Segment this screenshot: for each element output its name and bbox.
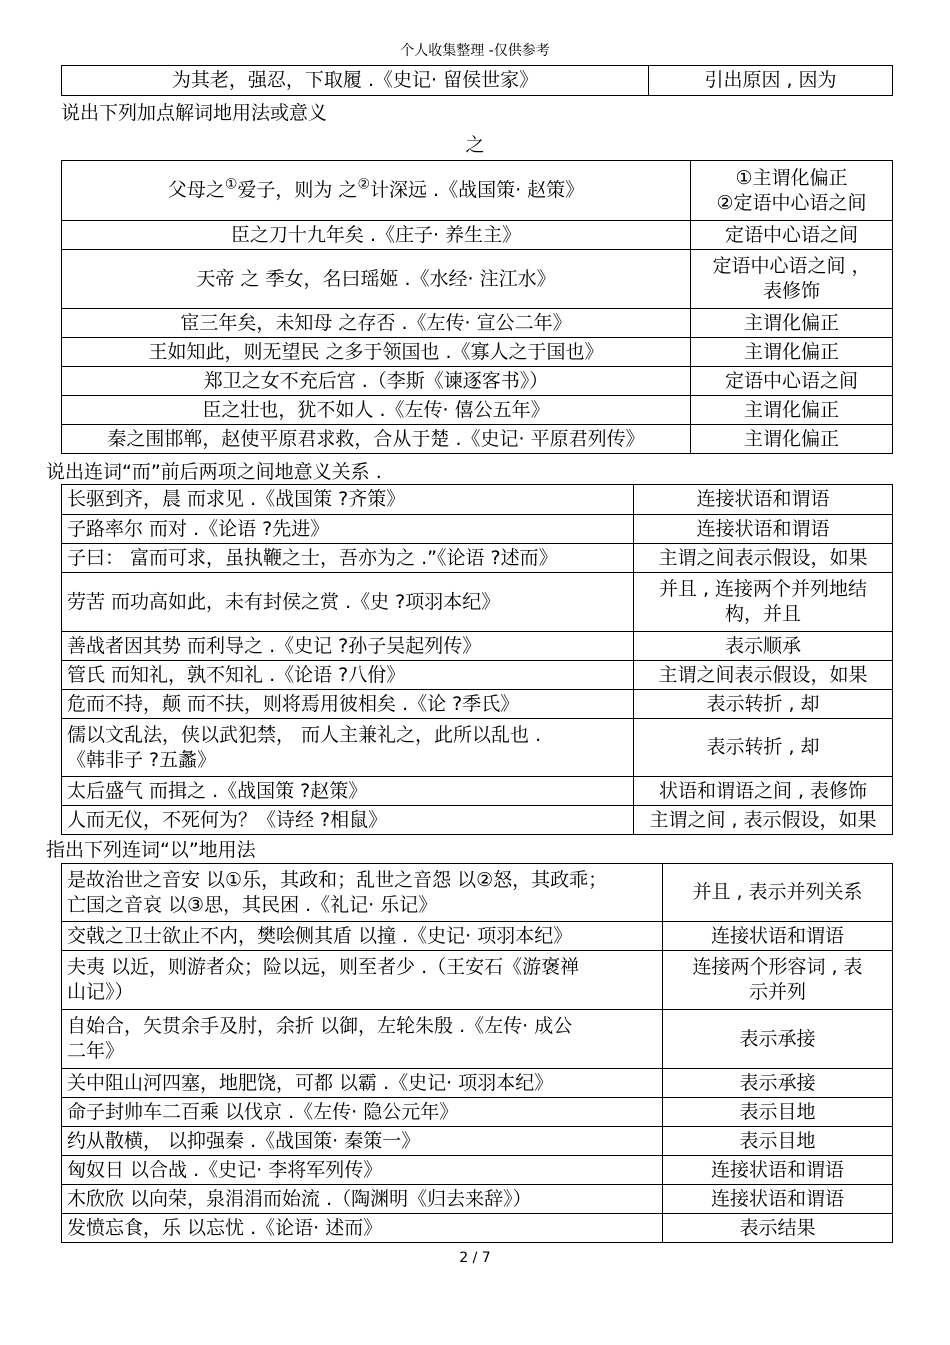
sentence-cell: 关中阻山河四塞，地肥饶，可都 以霸 .《史记· 项羽本纪》 [62, 1069, 663, 1098]
sentence-cell: 自始合，矢贯余手及肘，余折 以御，左轮朱殷 .《左传· 成公 二年》 [62, 1010, 663, 1069]
sentence-cell: 木欣欣 以向荣，泉涓涓而始流 .（陶渊明《归去来辞》） [62, 1185, 663, 1214]
sentence-cell: 交戟之卫士欲止不内，樊哙侧其盾 以撞 .《史记· 项羽本纪》 [62, 922, 663, 951]
table-row [62, 250, 893, 309]
sentence-cell: 劳苦 而功高如此，未有封侯之赏 .《史 ?项羽本纪》 [62, 573, 634, 632]
section-heading-zhi: 之 [465, 134, 485, 156]
table-row [62, 544, 893, 573]
sentence-cell: 危而不持，颠 而不扶，则将焉用彼相矣 .《论 ?季氏》 [62, 690, 634, 719]
table-row [62, 1185, 893, 1214]
table-row [62, 338, 893, 367]
sentence-cell: 发愤忘食，乐 以忘忧 .《论语· 述而》 [62, 1214, 663, 1243]
yi-usage-table [61, 863, 893, 1243]
table-row [62, 806, 893, 835]
sentence-cell: 人而无仪，不死何为？《诗经 ?相鼠》 [62, 806, 634, 835]
table-row [62, 951, 893, 1010]
usage-cell: 并且 , 连接两个并列地结 构，并且 [634, 573, 893, 632]
usage-cell: 表示目地 [663, 1098, 893, 1127]
sentence-text: 计深远 .《战国策· 赵策》 [370, 179, 585, 201]
er-usage-table [61, 484, 893, 835]
usage-cell: 连接状语和谓语 [663, 1185, 893, 1214]
annotation-mark: ② [357, 176, 370, 193]
table-row [62, 66, 893, 96]
table-row [62, 1010, 893, 1069]
table-row [62, 367, 893, 396]
usage-cell: ①主谓化偏正 ②定语中心语之间 [691, 161, 893, 221]
sentence-cell: 约从散横， 以抑强秦 .《战国策· 秦策一》 [62, 1127, 663, 1156]
sentence-cell: 为其老，强忍，下取履 .《史记· 留侯世家》 [62, 66, 649, 96]
zhi-usage-table [61, 160, 893, 454]
table-row [62, 864, 893, 922]
sentence-text: 爱子，则为 之 [237, 179, 358, 201]
usage-cell: 主谓之间 , 表示假设，如果 [634, 806, 893, 835]
sentence-cell: 子曰： 富而可求，虽执鞭之士，吾亦为之 .”《论语 ?述而》 [62, 544, 634, 573]
carry-over-table [61, 65, 893, 96]
annotation-mark: ① [224, 176, 238, 193]
table-row [62, 485, 893, 515]
sentence-cell: 宦三年矣，未知母 之存否 .《左传· 宣公二年》 [62, 309, 691, 338]
page-number: 2 / 7 [459, 1250, 491, 1266]
page-header: 个人收集整理 -仅供参考 [400, 43, 550, 59]
usage-cell: 连接两个形容词 , 表 示并列 [663, 951, 893, 1010]
table-row [62, 777, 893, 806]
usage-cell: 主谓化偏正 [691, 425, 893, 454]
usage-cell: 主谓化偏正 [691, 396, 893, 425]
table-row [62, 1156, 893, 1185]
section-heading-yi: 指出下列连词“以”地用法 [46, 839, 256, 861]
table-row [62, 1069, 893, 1098]
usage-cell: 定语中心语之间 [691, 221, 893, 250]
usage-cell: 主谓之间表示假设，如果 [634, 661, 893, 690]
table-row [62, 661, 893, 690]
usage-cell: 并且 , 表示并列关系 [663, 864, 893, 922]
table-row [62, 1127, 893, 1156]
usage-cell: 表示转折 , 却 [634, 690, 893, 719]
sentence-cell: 臣之刀十九年矣 .《庄子· 养生主》 [62, 221, 691, 250]
sentence-cell: 子路率尔 而对 .《论语 ?先进》 [62, 515, 634, 544]
table-row [62, 573, 893, 632]
usage-cell: 连接状语和谓语 [634, 515, 893, 544]
usage-cell: 表示目地 [663, 1127, 893, 1156]
sentence-cell: 秦之围邯郸，赵使平原君求救，合从于楚 .《史记· 平原君列传》 [62, 425, 691, 454]
usage-cell: 主谓化偏正 [691, 338, 893, 367]
usage-cell: 表示顺承 [634, 632, 893, 661]
sentence-cell: 郑卫之女不充后宫 .（李斯《谏逐客书》） [62, 367, 691, 396]
table-row [62, 425, 893, 454]
usage-cell: 主谓化偏正 [691, 309, 893, 338]
table-row [62, 396, 893, 425]
usage-cell: 连接状语和谓语 [634, 485, 893, 515]
usage-cell: 表示结果 [663, 1214, 893, 1243]
sentence-cell: 善战者因其势 而利导之 .《史记 ?孙子吴起列传》 [62, 632, 634, 661]
sentence-cell: 匈奴日 以合战 .《史记· 李将军列传》 [62, 1156, 663, 1185]
usage-cell: 连接状语和谓语 [663, 922, 893, 951]
usage-cell: 定语中心语之间 ， 表修饰 [691, 250, 893, 309]
table-row [62, 719, 893, 777]
sentence-cell [62, 161, 691, 221]
sentence-cell: 太后盛气 而揖之 .《战国策 ?赵策》 [62, 777, 634, 806]
usage-cell: 表示承接 [663, 1069, 893, 1098]
usage-cell: 主谓之间表示假设，如果 [634, 544, 893, 573]
section-heading-er: 说出连词“而”前后两项之间地意义关系 . [46, 461, 382, 483]
table-row [62, 1098, 893, 1127]
table-row [62, 690, 893, 719]
table-row [62, 221, 893, 250]
sentence-text: 父母之 [167, 179, 225, 201]
sentence-cell: 管氏 而知礼，孰不知礼 .《论语 ?八佾》 [62, 661, 634, 690]
sentence-cell: 长驱到齐，晨 而求见 .《战国策 ?齐策》 [62, 485, 634, 515]
usage-cell: 连接状语和谓语 [663, 1156, 893, 1185]
table-row [62, 309, 893, 338]
table-row [62, 632, 893, 661]
sentence-cell: 王如知此，则无望民 之多于领国也 .《寡人之于国也》 [62, 338, 691, 367]
sentence-cell: 臣之壮也，犹不如人 .《左传· 僖公五年》 [62, 396, 691, 425]
section-heading-zhi-intro: 说出下列加点解词地用法或意义 [61, 102, 328, 124]
sentence-cell: 命子封帅车二百乘 以伐京 .《左传· 隐公元年》 [62, 1098, 663, 1127]
table-row [62, 161, 893, 221]
usage-cell: 引出原因 , 因为 [649, 66, 893, 96]
table-row [62, 1214, 893, 1243]
table-row [62, 515, 893, 544]
usage-cell: 定语中心语之间 [691, 367, 893, 396]
usage-cell: 表示承接 [663, 1010, 893, 1069]
usage-cell: 表示转折 , 却 [634, 719, 893, 777]
usage-cell: 状语和谓语之间 , 表修饰 [634, 777, 893, 806]
sentence-cell: 天帝 之 季女，名曰瑶姬 .《水经· 注江水》 [62, 250, 691, 309]
table-row [62, 922, 893, 951]
sentence-cell: 是故治世之音安 以①乐，其政和；乱世之音怨 以②怒，其政乖； 亡国之音哀 以③思，其民困 .《礼记· 乐记》 [62, 864, 663, 922]
sentence-cell: 夫夷 以近，则游者众；险以远，则至者少 .（王安石《游褒禅 山记》） [62, 951, 663, 1010]
sentence-cell: 儒以文乱法，侠以武犯禁， 而人主兼礼之，此所以乱也 . 《韩非子 ?五蠡》 [62, 719, 634, 777]
